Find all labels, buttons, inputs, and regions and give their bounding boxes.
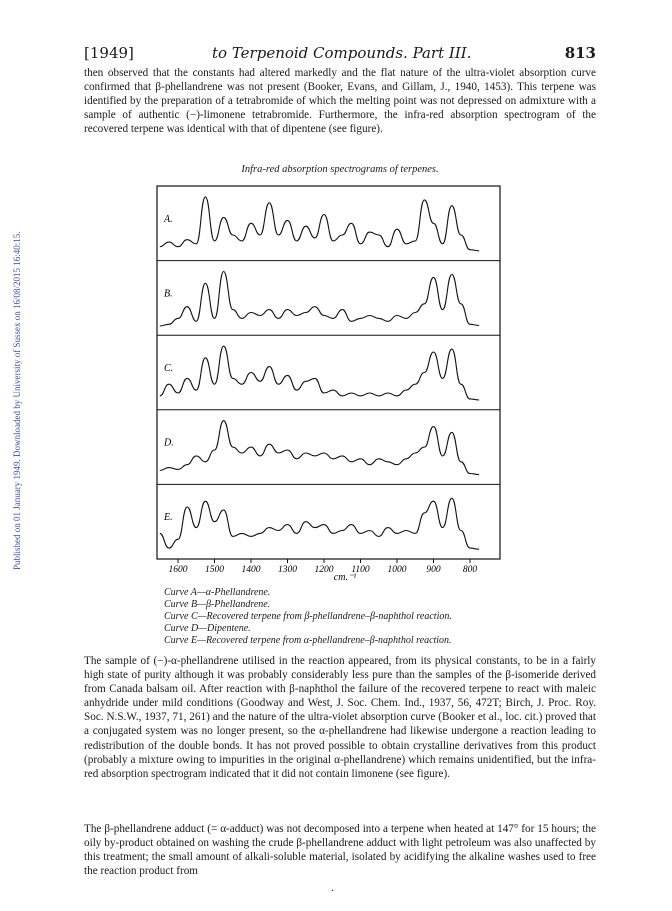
running-header (84, 44, 596, 62)
curve-label: B. (164, 288, 173, 300)
x-tick-label: 1000 (387, 565, 407, 575)
x-tick-label: 800 (462, 565, 478, 575)
download-watermark (0, 0, 24, 911)
paragraph-1: then observed that the constants had altered markedly and the flat nature of the ultra-violet absorption curve confirmed that β-phellandrene was not present (Booker, Evans, and Gillam, J., 1940, 1453). This terpene was identified by the preparation of a tetrabromide of which the melting point was not depressed on admixture with a sample of authentic (−)-limonene tetrabromide. Furthermore, the infra-red absorption spectrogram of the recovered terpene was identical with that of dipentene (see figure). (84, 67, 596, 136)
x-axis-unit: cm.⁻¹ (333, 572, 357, 583)
figure-frame (157, 186, 500, 559)
header-title: to Terpenoid Compounds. Part III. (212, 44, 472, 62)
footer-mark: · (331, 886, 335, 897)
curve-label: C. (164, 363, 174, 375)
spectrogram-curve (160, 421, 479, 475)
legend-curve-c: Curve C—Recovered terpene from β-phellandrene–β-naphthol reaction. (164, 611, 452, 622)
curve-label: D. (164, 437, 174, 449)
page-number: 813 (564, 44, 596, 62)
spectrogram-curve (160, 346, 479, 400)
legend-curve-e: Curve E—Recovered terpene from α-phellandrene–β-naphthol reaction. (164, 635, 452, 646)
x-tick-label: 1100 (351, 565, 370, 575)
header-year: [1949] (84, 44, 134, 62)
paragraph-3: The β-phellandrene adduct (= α-adduct) was not decomposed into a terpene when heated at 147° for 15 hours; the oily by-product obtained on washing the crude β-phellandrene adduct with light petroleum was also unaffected by this treatment; the small amount of alkali-soluble material, isolated by acidifying the alkaline washes used to free the reaction product from (84, 823, 596, 878)
spectrogram-curve (160, 272, 479, 327)
spectrogram-panels (157, 197, 500, 549)
paragraph-2: The sample of (−)-α-phellandrene utilised in the reaction appeared, from its physical constants, to be in a fairly high state of purity although it was probably considerably less pure than the samples of the β-isomeride derived from Canada balsam oil. After reaction with β-naphthol the failure of the recovered terpene to react with maleic anhydride under mild conditions (Goodway and West, J. Soc. Chem. Ind., 1937, 56, 472T; Birch, J. Proc. Roy. Soc. N.S.W., 1937, 71, 261) and the nature of the ultra-violet absorption curve (Booker et al., loc. cit.) proved that a conjugated system was no longer present, so the α-phellandrene had likewise undergone a reaction leading to redistribution of the double bonds. It has not proved possible to obtain crystalline derivatives from this product (probably a mixture owing to impurities in the original α-phellandrene) which remains unidentified, but the infra-red absorption spectrogram indicated that it did not contain limonene (see figure). (84, 655, 596, 780)
x-tick-label: 1400 (241, 565, 261, 575)
x-tick-label: 1300 (278, 565, 297, 575)
legend-curve-d: Curve D—Dipentene. (164, 623, 251, 634)
x-tick-label: 1500 (205, 565, 224, 575)
spectrogram-curve (160, 498, 479, 549)
download-notice: Published on 01 January 1949. Downloaded by University of Sussex on 16/08/2015 16:40:15. (12, 231, 22, 570)
spectrogram-curve (160, 197, 479, 251)
x-tick-label: 1600 (168, 565, 188, 575)
ir-spectrogram-figure (140, 178, 520, 588)
curve-label: A. (164, 213, 173, 225)
x-axis-ticks (169, 559, 478, 575)
figure-caption: Infra-red absorption spectrograms of terpenes. (241, 164, 439, 175)
x-tick-label: 1200 (314, 565, 334, 575)
x-tick-label: 900 (426, 565, 441, 575)
legend-curve-b: Curve B—β-Phellandrene. (164, 599, 271, 610)
legend-curve-a: Curve A—α-Phellandrene. (164, 587, 271, 598)
curve-label: E. (164, 512, 173, 524)
figure-legend (164, 587, 452, 647)
